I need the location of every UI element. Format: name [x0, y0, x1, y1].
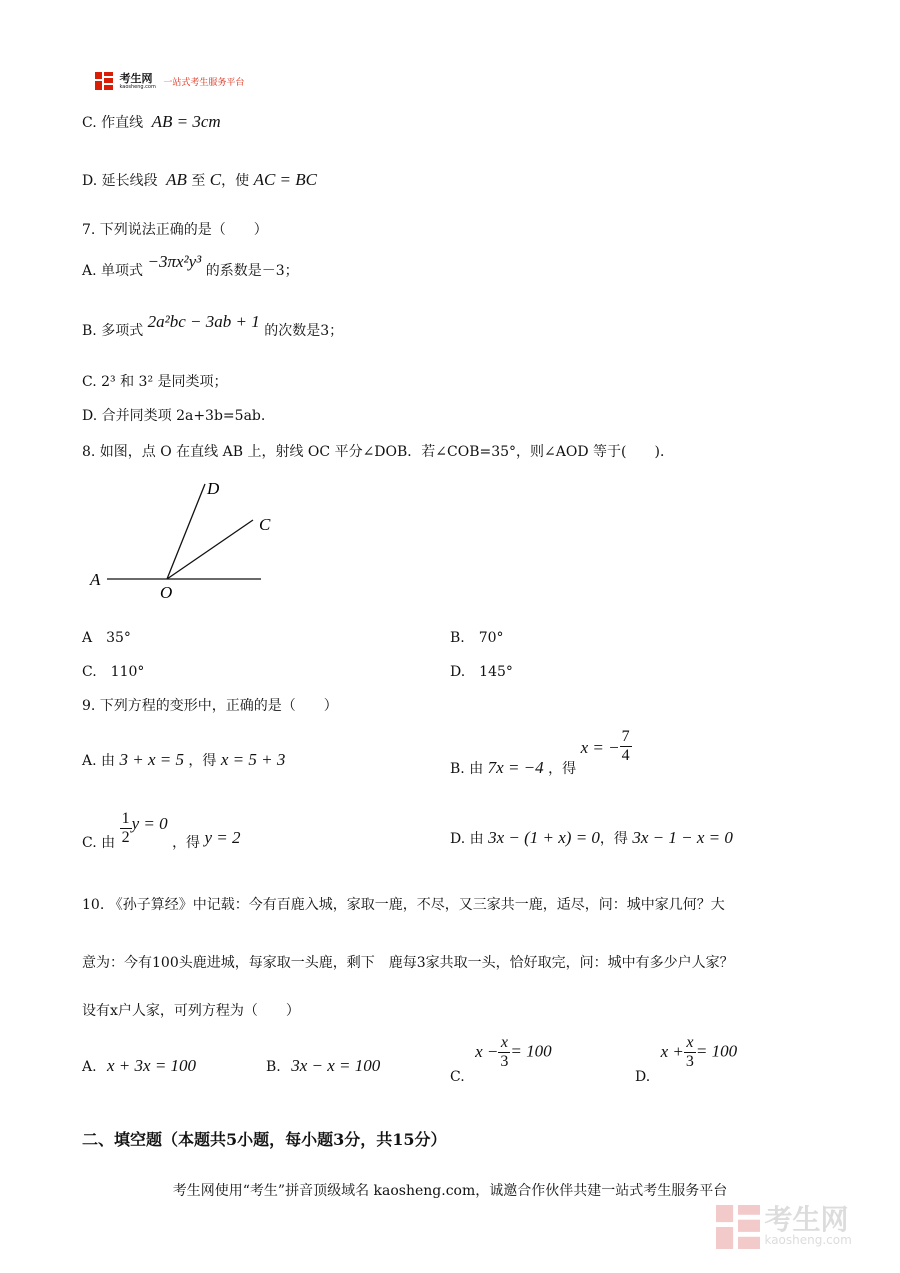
- q7-option-b-tail: 的次数是3；: [264, 323, 344, 339]
- watermark-domain: kaosheng.com: [764, 1233, 852, 1247]
- q9-option-b-lhs: x = −: [580, 737, 620, 757]
- q7-option-a-tail: 的系数是－3；: [205, 263, 299, 279]
- q6-option-d: [82, 170, 317, 190]
- q9-option-b: [450, 728, 632, 777]
- q10-option-b-math: 3x − x = 100: [291, 1056, 381, 1075]
- q7-option-a-label: A. 单项式: [82, 263, 144, 279]
- q10-option-a: [82, 1056, 196, 1076]
- q10-option-b-label: B.: [266, 1059, 281, 1075]
- q10-option-b: [266, 1056, 380, 1076]
- q6-option-c: [82, 112, 221, 132]
- q9-option-a-mid: ，得: [188, 753, 217, 769]
- q9-option-b-fraction: [620, 728, 632, 765]
- label-c: C: [259, 515, 271, 534]
- q9-option-c-fraction: [120, 810, 132, 847]
- header-logo: [95, 72, 244, 90]
- q9-option-d-math2: 3x − 1 − x = 0: [632, 828, 733, 847]
- q10-c-numerator: x: [498, 1034, 510, 1053]
- ray-od: [167, 484, 205, 579]
- q9-b-numerator: 7: [621, 728, 630, 745]
- q7-option-d: D. 合并同类项 2a+3b=5ab.: [82, 408, 266, 424]
- q10-option-c-label: C.: [450, 1068, 465, 1085]
- q9-option-d-mid: ，得: [599, 831, 628, 847]
- footer-watermark: [716, 1205, 852, 1249]
- q8-figure: [85, 478, 285, 603]
- label-d: D: [207, 479, 220, 498]
- q9-c-denominator: 2: [121, 829, 130, 846]
- q10-line1: 10. 《孙子算经》中记载：今有百鹿入城，家取一鹿，不尽，又三家共一鹿，适尽，问：城中家几何？大: [82, 897, 725, 913]
- q9-option-a: [82, 750, 285, 770]
- q10-option-a-label: A.: [82, 1059, 97, 1075]
- q10-option-d-fraction: [684, 1034, 696, 1071]
- q6-option-d-math2: C: [209, 170, 222, 189]
- q10-option-c-lhs: x −: [475, 1041, 499, 1061]
- q6-option-c-label: C. 作直线: [82, 115, 144, 131]
- q9-option-c-label: C. 由: [82, 834, 116, 851]
- logo-name: 考生网: [119, 71, 153, 85]
- q9-option-d-math1: 3x − (1 + x) = 0: [488, 828, 600, 847]
- q6-option-d-text2: 至: [191, 173, 206, 189]
- q10-option-c: [450, 1034, 552, 1085]
- q10-option-d-lhs: x +: [660, 1041, 684, 1061]
- ray-oc: [167, 520, 253, 579]
- kaosheng-logo-icon: [95, 72, 113, 90]
- q7-option-b-label: B. 多项式: [82, 323, 144, 339]
- q6-option-d-text3: ，使: [221, 173, 250, 189]
- q10-d-denominator: 3: [685, 1053, 694, 1070]
- q7-option-a: [82, 252, 299, 280]
- q9-option-a-math2: x = 5 + 3: [220, 750, 286, 769]
- q9-option-a-math1: 3 + x = 5: [119, 750, 184, 769]
- q10-option-d-rhs: = 100: [695, 1041, 738, 1061]
- q10-option-d-label: D.: [635, 1068, 651, 1085]
- q9-option-a-label: A. 由: [82, 753, 116, 769]
- q9-option-d-label: D. 由: [450, 831, 484, 847]
- q9-c-numerator: 1: [121, 810, 130, 827]
- watermark-name: 考生网: [764, 1203, 849, 1236]
- q8-option-b: B. 70°: [450, 630, 504, 646]
- q8-option-a: A 35°: [82, 630, 131, 646]
- logo-domain: kaosheng.com: [119, 83, 156, 90]
- q9-option-c-rest: y = 0: [131, 813, 168, 833]
- label-a: A: [90, 570, 101, 589]
- q9-b-denominator: 4: [621, 747, 630, 764]
- q10-option-c-rhs: = 100: [510, 1041, 552, 1061]
- q10-option-d: [635, 1034, 738, 1085]
- label-o: O: [160, 583, 173, 602]
- q9-option-c-mid: ，得: [172, 834, 201, 851]
- q7-option-b: [82, 312, 344, 340]
- q10-option-c-fraction: [498, 1034, 510, 1071]
- logo-slogan: 一站式考生服务平台: [163, 77, 245, 88]
- q10-line3: 设有x户人家，可列方程为（ ）: [82, 1003, 300, 1019]
- q7-stem: 7. 下列说法正确的是（ ）: [82, 222, 268, 238]
- q6-option-d-math3: AC = BC: [253, 170, 317, 189]
- q7-option-b-math: 2a²bc − 3ab + 1: [147, 312, 260, 331]
- q9-option-d: [450, 828, 733, 848]
- q6-option-c-math: AB = 3cm: [151, 112, 221, 131]
- q7-option-a-math: −3πx²y³: [147, 252, 202, 271]
- watermark-logo-icon: [716, 1205, 760, 1249]
- q9-option-b-math1: 7x = −4: [487, 757, 544, 777]
- q10-line2: 意为：今有100头鹿进城，每家取一头鹿，剩下 鹿每3家共取一头，恰好取完，问：城中有多少户人家？: [82, 955, 734, 971]
- q6-option-d-label: D. 延长线段: [82, 173, 158, 189]
- q10-option-a-math: x + 3x = 100: [107, 1056, 197, 1075]
- q6-option-d-math1: AB: [166, 170, 187, 189]
- q8-option-d: D. 145°: [450, 664, 513, 680]
- q9-option-b-mid: ，得: [548, 760, 577, 777]
- footer-text: 考生网使用“考生”拼音顶级域名 kaosheng.com，诚邀合作伙伴共建一站式考生服务平台: [172, 1183, 728, 1199]
- q8-option-c: C. 110°: [82, 664, 145, 680]
- q10-c-denominator: 3: [500, 1053, 509, 1070]
- q9-option-b-label: B. 由: [450, 760, 484, 777]
- q10-d-numerator: x: [684, 1034, 696, 1053]
- section2-title: 二、填空题（本题共5小题，每小题3分，共15分）: [82, 1130, 447, 1149]
- q9-option-c-math2: y = 2: [204, 827, 241, 847]
- q7-option-c: C. 2³ 和 3² 是同类项；: [82, 374, 228, 390]
- q9-stem: 9. 下列方程的变形中，正确的是（ ）: [82, 698, 338, 714]
- q9-option-c: [82, 810, 241, 851]
- q8-stem: 8. 如图，点 O 在直线 AB 上，射线 OC 平分∠DOB．若∠COB=35°，则∠AOD 等于( )．: [82, 444, 674, 460]
